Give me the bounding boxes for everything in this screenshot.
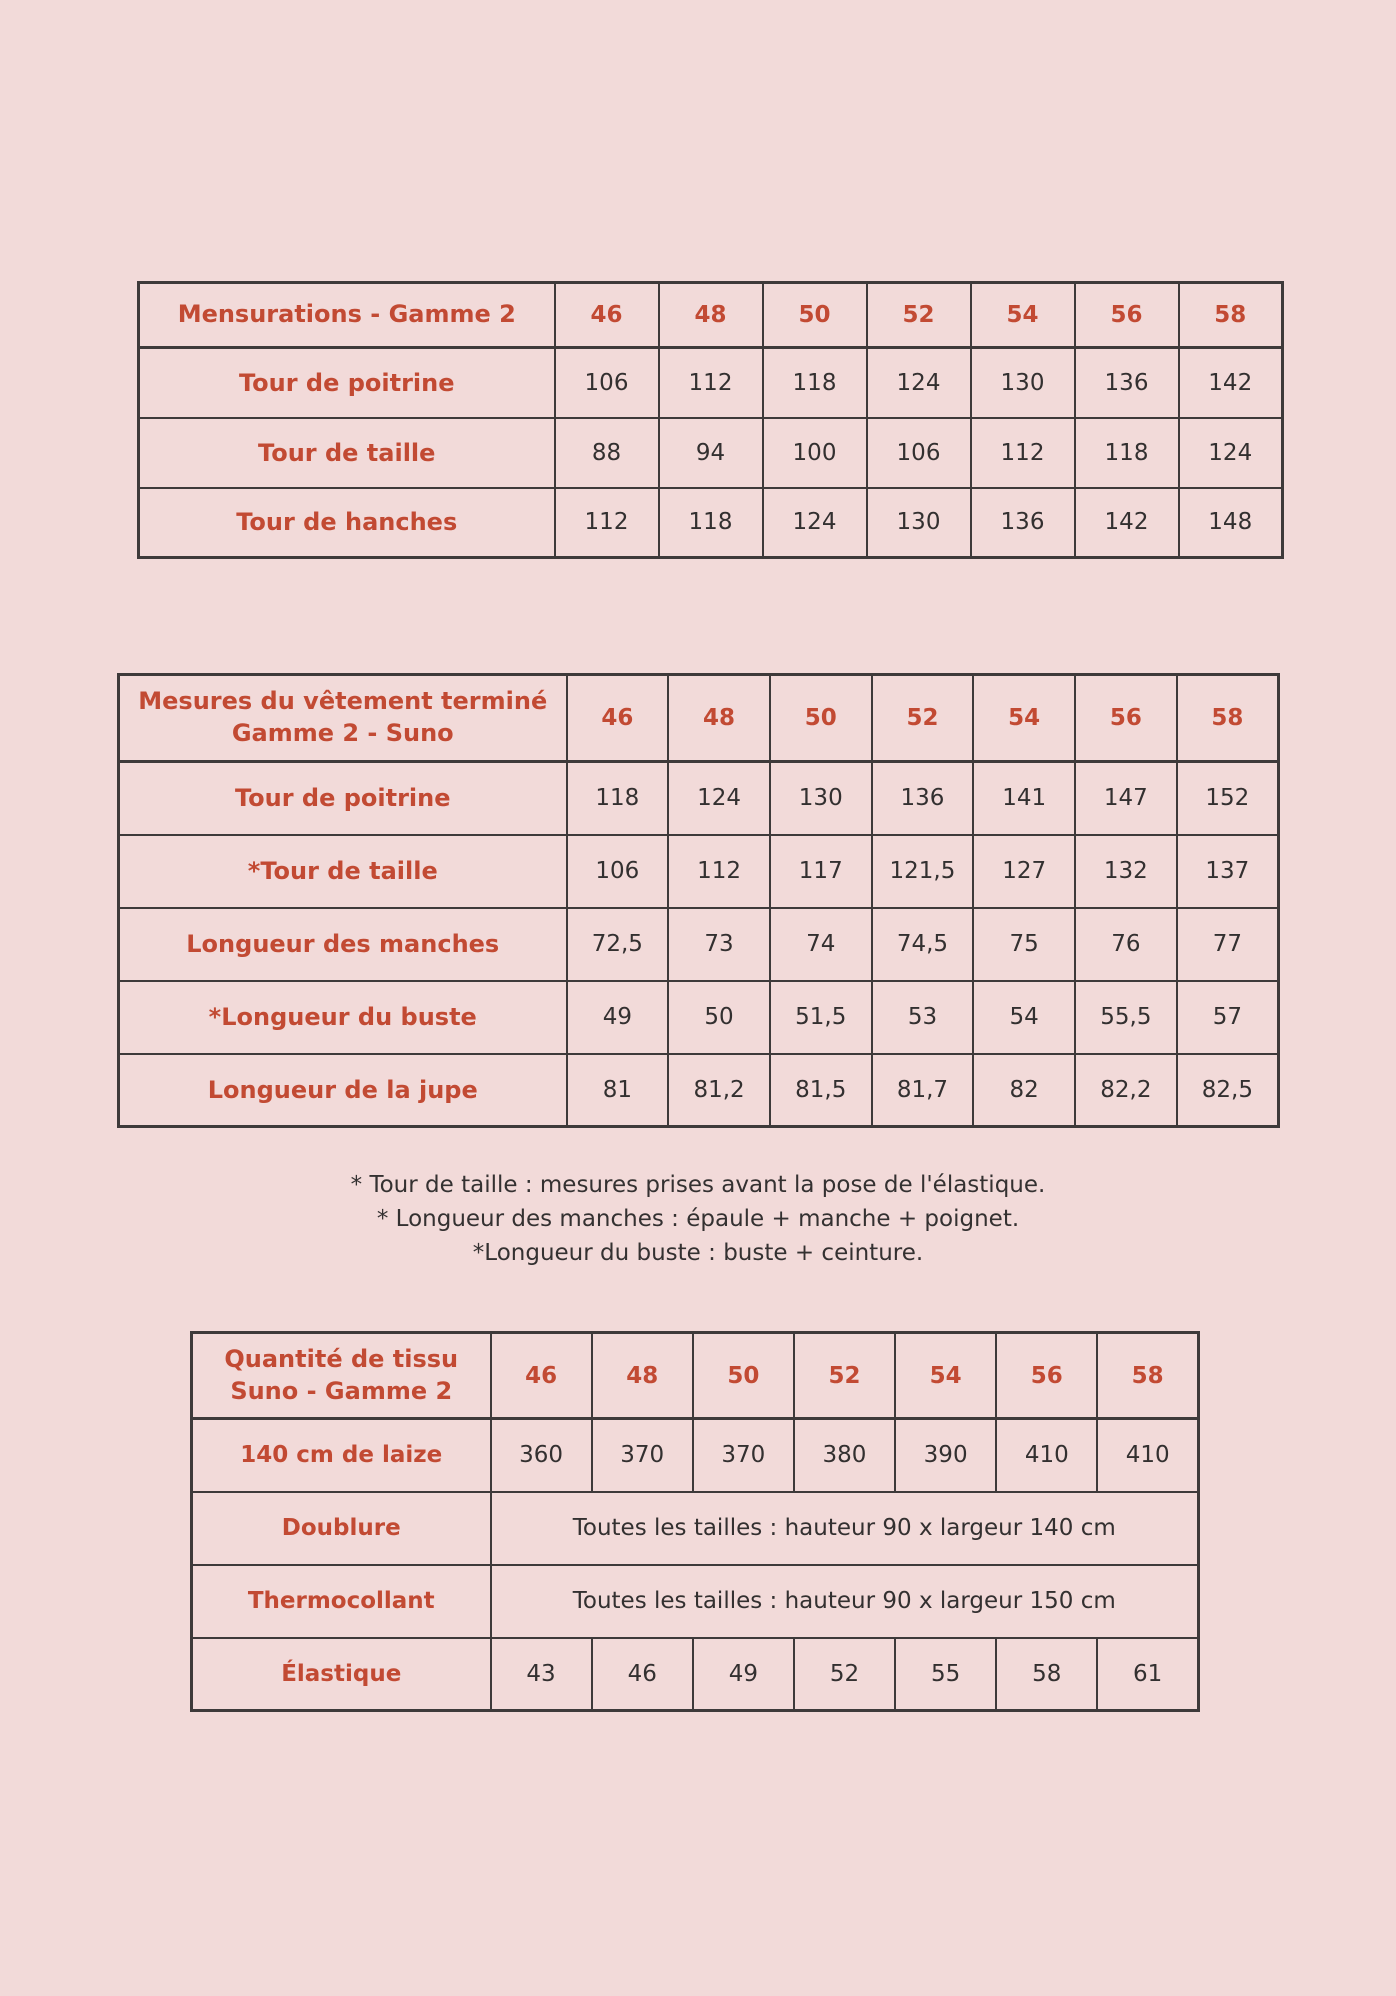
table-row xyxy=(119,835,1279,908)
value-cell: 54 xyxy=(973,981,1075,1054)
size-header-cell: 54 xyxy=(971,283,1075,348)
value-cell: 127 xyxy=(973,835,1075,908)
value-cell: 106 xyxy=(567,835,669,908)
value-cell: 106 xyxy=(555,348,659,418)
size-header-cell: 48 xyxy=(592,1333,693,1419)
row-label-cell: 140 cm de laize xyxy=(192,1419,491,1492)
value-cell: 142 xyxy=(1075,488,1179,558)
value-cell: 124 xyxy=(668,762,770,835)
table-title-line2: Suno - Gamme 2 xyxy=(230,1376,453,1405)
table-row xyxy=(192,1492,1199,1565)
value-cell: 147 xyxy=(1075,762,1177,835)
value-cell: 112 xyxy=(659,348,763,418)
value-cell: 73 xyxy=(668,908,770,981)
table-row xyxy=(119,981,1279,1054)
value-cell: 118 xyxy=(1075,418,1179,488)
row-label-cell: Longueur de la jupe xyxy=(119,1054,567,1127)
value-cell: 124 xyxy=(1179,418,1283,488)
footnote-line: * Longueur des manches : épaule + manche + poignet. xyxy=(376,1206,1020,1232)
table-row xyxy=(139,348,1283,418)
size-header-cell: 52 xyxy=(867,283,971,348)
value-cell: 55,5 xyxy=(1075,981,1177,1054)
size-header-cell: 52 xyxy=(872,675,974,762)
value-cell: 82,5 xyxy=(1177,1054,1279,1127)
value-cell: 81,5 xyxy=(770,1054,872,1127)
value-cell: 152 xyxy=(1177,762,1279,835)
value-cell: 43 xyxy=(491,1638,592,1711)
value-cell: 132 xyxy=(1075,835,1177,908)
size-header-cell: 54 xyxy=(895,1333,996,1419)
value-cell: 410 xyxy=(996,1419,1097,1492)
measurements-table xyxy=(137,281,1284,559)
merged-value-cell: Toutes les tailles : hauteur 90 x largeur 140 cm xyxy=(491,1492,1199,1565)
table-row xyxy=(192,1419,1199,1492)
table-row xyxy=(139,418,1283,488)
value-cell: 49 xyxy=(693,1638,794,1711)
value-cell: 360 xyxy=(491,1419,592,1492)
table-row xyxy=(119,762,1279,835)
size-header-cell: 46 xyxy=(491,1333,592,1419)
value-cell: 82,2 xyxy=(1075,1054,1177,1127)
fabric-quantity-table xyxy=(190,1331,1200,1712)
table-title-line2: Gamme 2 - Suno xyxy=(231,719,454,747)
value-cell: 130 xyxy=(971,348,1075,418)
value-cell: 410 xyxy=(1097,1419,1198,1492)
value-cell: 81,7 xyxy=(872,1054,974,1127)
row-label-cell: Tour de poitrine xyxy=(119,762,567,835)
footnote-line: *Longueur du buste : buste + ceinture. xyxy=(472,1240,924,1266)
table-row xyxy=(192,1565,1199,1638)
value-cell: 130 xyxy=(770,762,872,835)
value-cell: 57 xyxy=(1177,981,1279,1054)
value-cell: 74 xyxy=(770,908,872,981)
value-cell: 117 xyxy=(770,835,872,908)
row-label-cell: Tour de hanches xyxy=(139,488,555,558)
value-cell: 75 xyxy=(973,908,1075,981)
value-cell: 112 xyxy=(668,835,770,908)
value-cell: 370 xyxy=(693,1419,794,1492)
row-label-cell: Tour de poitrine xyxy=(139,348,555,418)
value-cell: 55 xyxy=(895,1638,996,1711)
value-cell: 112 xyxy=(971,418,1075,488)
table-row xyxy=(119,908,1279,981)
row-label-cell: Doublure xyxy=(192,1492,491,1565)
size-header-cell: 58 xyxy=(1097,1333,1198,1419)
footnote-line: * Tour de taille : mesures prises avant la pose de l'élastique. xyxy=(350,1172,1046,1198)
value-cell: 46 xyxy=(592,1638,693,1711)
value-cell: 76 xyxy=(1075,908,1177,981)
size-header-cell: 50 xyxy=(693,1333,794,1419)
table-row xyxy=(192,1638,1199,1711)
value-cell: 81 xyxy=(567,1054,669,1127)
value-cell: 100 xyxy=(763,418,867,488)
value-cell: 136 xyxy=(872,762,974,835)
value-cell: 124 xyxy=(867,348,971,418)
size-header-cell: 50 xyxy=(763,283,867,348)
value-cell: 53 xyxy=(872,981,974,1054)
table-title-line1: Quantité de tissu xyxy=(224,1344,459,1373)
finished-garment-table xyxy=(117,673,1280,1128)
value-cell: 82 xyxy=(973,1054,1075,1127)
size-header-cell: 52 xyxy=(794,1333,895,1419)
value-cell: 142 xyxy=(1179,348,1283,418)
value-cell: 390 xyxy=(895,1419,996,1492)
row-label-cell: Thermocollant xyxy=(192,1565,491,1638)
value-cell: 74,5 xyxy=(872,908,974,981)
table-title-line1: Mesures du vêtement terminé xyxy=(138,687,548,716)
value-cell: 50 xyxy=(668,981,770,1054)
row-label-cell: *Longueur du buste xyxy=(119,981,567,1054)
value-cell: 51,5 xyxy=(770,981,872,1054)
row-label-cell: Longueur des manches xyxy=(119,908,567,981)
row-label-cell: Tour de taille xyxy=(139,418,555,488)
size-header-cell: 46 xyxy=(567,675,669,762)
footnotes xyxy=(0,1168,1396,1270)
value-cell: 118 xyxy=(659,488,763,558)
size-header-cell: 50 xyxy=(770,675,872,762)
value-cell: 148 xyxy=(1179,488,1283,558)
size-header-cell: 54 xyxy=(973,675,1075,762)
value-cell: 136 xyxy=(971,488,1075,558)
size-header-cell: 48 xyxy=(659,283,763,348)
value-cell: 137 xyxy=(1177,835,1279,908)
value-cell: 58 xyxy=(996,1638,1097,1711)
finished-garment-table-title xyxy=(119,675,567,762)
value-cell: 52 xyxy=(794,1638,895,1711)
value-cell: 81,2 xyxy=(668,1054,770,1127)
fabric-quantity-table-title xyxy=(192,1333,491,1419)
value-cell: 106 xyxy=(867,418,971,488)
row-label-cell: *Tour de taille xyxy=(119,835,567,908)
size-header-cell: 46 xyxy=(555,283,659,348)
value-cell: 72,5 xyxy=(567,908,669,981)
value-cell: 112 xyxy=(555,488,659,558)
size-header-cell: 56 xyxy=(1075,283,1179,348)
value-cell: 94 xyxy=(659,418,763,488)
table-row xyxy=(139,488,1283,558)
value-cell: 130 xyxy=(867,488,971,558)
merged-value-cell: Toutes les tailles : hauteur 90 x largeur 150 cm xyxy=(491,1565,1199,1638)
size-header-cell: 48 xyxy=(668,675,770,762)
value-cell: 124 xyxy=(763,488,867,558)
value-cell: 141 xyxy=(973,762,1075,835)
value-cell: 118 xyxy=(567,762,669,835)
value-cell: 61 xyxy=(1097,1638,1198,1711)
size-header-cell: 58 xyxy=(1179,283,1283,348)
table-row xyxy=(119,1054,1279,1127)
size-header-cell: 58 xyxy=(1177,675,1279,762)
value-cell: 88 xyxy=(555,418,659,488)
value-cell: 380 xyxy=(794,1419,895,1492)
size-header-cell: 56 xyxy=(1075,675,1177,762)
value-cell: 121,5 xyxy=(872,835,974,908)
value-cell: 118 xyxy=(763,348,867,418)
value-cell: 49 xyxy=(567,981,669,1054)
row-label-cell: Élastique xyxy=(192,1638,491,1711)
value-cell: 77 xyxy=(1177,908,1279,981)
value-cell: 370 xyxy=(592,1419,693,1492)
measurements-table-title: Mensurations - Gamme 2 xyxy=(139,283,555,348)
value-cell: 136 xyxy=(1075,348,1179,418)
size-header-cell: 56 xyxy=(996,1333,1097,1419)
